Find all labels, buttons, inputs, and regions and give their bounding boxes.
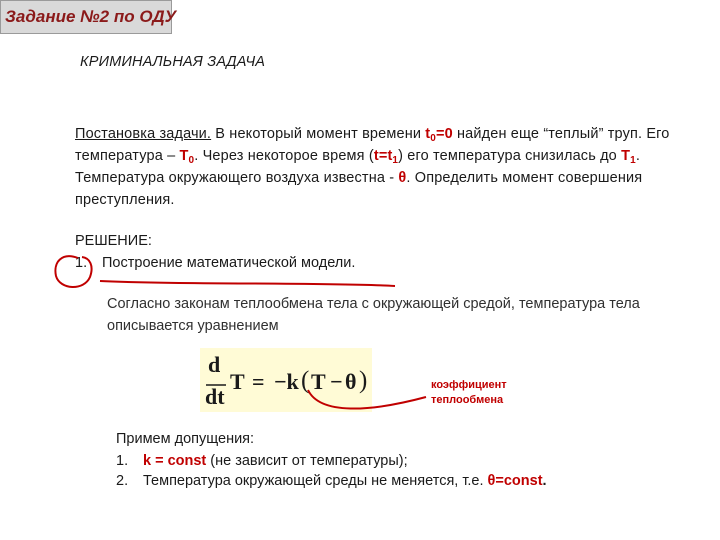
assumption-1-bold: k = const <box>143 453 207 469</box>
eq-theta: θ <box>345 369 357 394</box>
eq-paren-close: ) <box>359 367 368 394</box>
problem-text-1: В некоторый момент времени <box>211 126 426 142</box>
eq-paren-open: ( <box>301 367 310 394</box>
eq-T2: T <box>311 369 326 394</box>
heat-law-text: Согласно законам теплообмена тела с окружающей средой, температура тела описывается уравнением <box>107 296 640 334</box>
solution-heading: РЕШЕНИЕ: <box>75 233 152 249</box>
problem-text-6: . Определить момент совершения преступления. <box>75 170 643 208</box>
problem-lead: Постановка задачи. <box>75 126 212 142</box>
slide-tag: Задание №2 по ОДУ <box>0 0 172 34</box>
eq-equals: = <box>252 369 265 394</box>
assumption-2-bold: θ=const <box>487 473 543 489</box>
eq-minus: − <box>330 369 343 394</box>
assumptions-heading: Примем допущения: <box>116 431 255 447</box>
step-text: Построение математической модели. <box>102 255 356 271</box>
step-circle-mark <box>55 256 91 287</box>
var-t1: $t=t_1$ <box>373 148 399 166</box>
var-t0: $t_0=0$ <box>425 126 453 144</box>
model-underline <box>100 281 395 286</box>
slide-title: КРИМИНАЛЬНАЯ ЗАДАЧА <box>80 54 266 70</box>
coefficient-note-line2: теплообмена <box>431 394 504 406</box>
assumption-item-1: 1. k = const (не зависит от температуры); <box>116 453 408 469</box>
problem-text-3: . Через некоторое время ( <box>194 148 374 164</box>
var-T0: $T_0$ <box>179 148 195 166</box>
assumption-item-2: 2. Температура окружающей среды не меняется, т.е. θ=const. <box>116 473 547 489</box>
eq-T: T <box>230 369 245 394</box>
problem-text-4: ) его температура снизилась до <box>398 148 622 164</box>
coefficient-note-line1: коэффициент <box>431 379 507 391</box>
var-T1: $T_1$ <box>621 148 636 166</box>
step-number: 1. <box>75 255 88 271</box>
eq-neg-k: −k <box>274 369 299 394</box>
problem-text-5: . Температура окружающего воздуха известна - <box>75 148 640 186</box>
problem-text-2: найден еще “теплый” труп. Его температура – <box>75 126 670 164</box>
eq-dt: dt <box>205 384 225 409</box>
coefficient-pointer <box>308 390 426 409</box>
eq-d: d <box>208 352 221 377</box>
var-theta: θ <box>398 170 407 186</box>
